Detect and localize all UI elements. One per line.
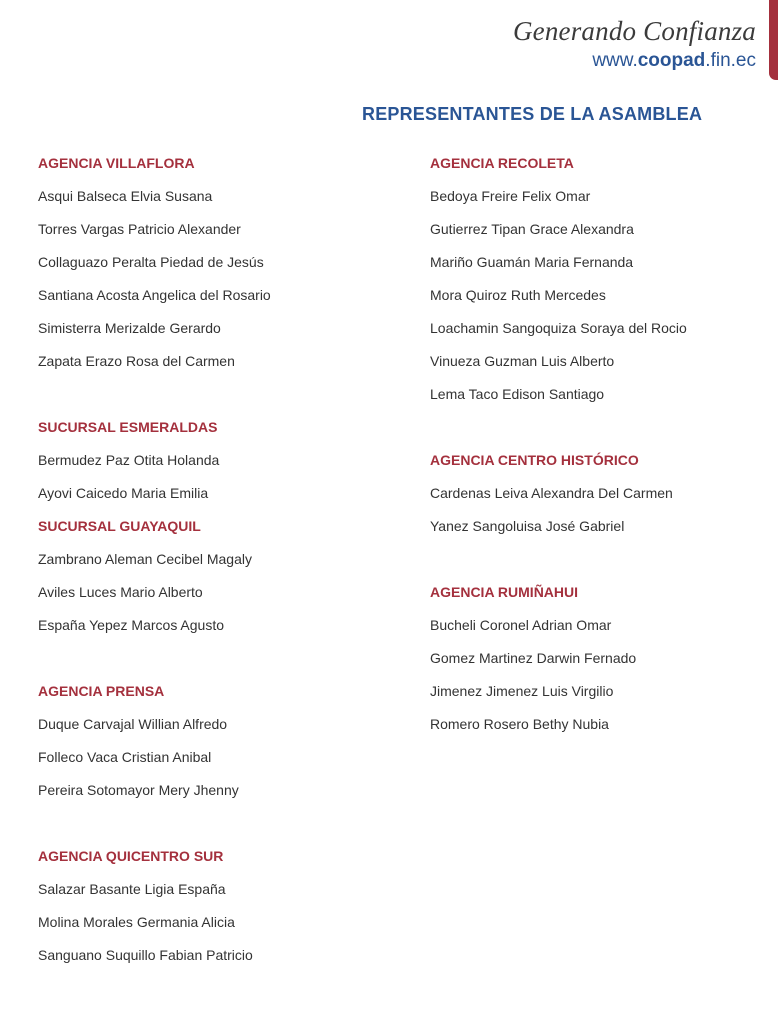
website-url[interactable] [592,50,756,72]
member-name: Asqui Balseca Elvia Susana [38,188,213,204]
tagline: Generando Confianza [512,16,756,46]
member-name: Zambrano Aleman Cecibel Magaly [38,551,252,567]
section-heading: SUCURSAL GUAYAQUIL [38,518,201,534]
corner-accent [769,0,778,80]
member-name: Simisterra Merizalde Gerardo [38,320,221,336]
section-prensa [38,682,271,814]
section-esmeraldas [38,418,271,517]
member-name: Bucheli Coronel Adrian Omar [430,617,612,633]
member-name: Folleco Vaca Cristian Anibal [38,749,212,765]
section-heading: AGENCIA CENTRO HISTÓRICO [430,452,639,468]
section-guayaquil [38,517,271,649]
spacer [38,385,271,418]
member-name: Salazar Basante Ligia España [38,881,226,897]
right-column [430,154,687,748]
member-name: Pereira Sotomayor Mery Jhenny [38,782,239,798]
member-name: Gutierrez Tipan Grace Alexandra [430,221,634,237]
member-name: Aviles Luces Mario Alberto [38,584,203,600]
section-quicentro-sur [38,847,271,979]
member-name: Yanez Sangoluisa José Gabriel [430,518,625,534]
member-name: Gomez Martinez Darwin Fernado [430,650,637,666]
url-brand: coopad [637,50,706,71]
section-heading: AGENCIA RUMIÑAHUI [430,584,579,600]
member-name: Mora Quiroz Ruth Mercedes [430,287,606,303]
section-heading: AGENCIA VILLAFLORA [38,155,195,171]
member-name: Torres Vargas Patricio Alexander [38,221,241,237]
member-name: Ayovi Caicedo Maria Emilia [38,485,209,501]
section-heading: SUCURSAL ESMERALDAS [38,419,218,435]
member-name: Mariño Guamán Maria Fernanda [430,254,634,270]
section-heading: AGENCIA PRENSA [38,683,165,699]
member-name: Molina Morales Germania Alicia [38,914,235,930]
section-recoleta [430,154,687,418]
member-name: Santiana Acosta Angelica del Rosario [38,287,271,303]
section-villaflora [38,154,271,385]
section-centro-historico [430,451,687,550]
url-suffix: .fin.ec [705,50,756,71]
url-prefix: www. [592,50,638,71]
spacer [38,649,271,682]
spacer [430,418,687,451]
section-heading: AGENCIA RECOLETA [430,155,574,171]
member-name: Loachamin Sangoquiza Soraya del Rocio [430,320,687,336]
member-name: Zapata Erazo Rosa del Carmen [38,353,235,369]
member-name: Collaguazo Peralta Piedad de Jesús [38,254,264,270]
member-name: Bermudez Paz Otita Holanda [38,452,220,468]
left-column [38,154,271,979]
section-rumiñahui [430,583,687,748]
spacer [38,814,271,847]
member-name: España Yepez Marcos Agusto [38,617,225,633]
member-name: Romero Rosero Bethy Nubia [430,716,609,732]
section-heading: AGENCIA QUICENTRO SUR [38,848,224,864]
member-name: Cardenas Leiva Alexandra Del Carmen [430,485,673,501]
member-name: Lema Taco Edison Santiago [430,386,605,402]
member-name: Bedoya Freire Felix Omar [430,188,591,204]
member-name: Duque Carvajal Willian Alfredo [38,716,228,732]
spacer [430,550,687,583]
member-name: Sanguano Suquillo Fabian Patricio [38,947,253,963]
member-name: Jimenez Jimenez Luis Virgilio [430,683,614,699]
page-title: REPRESENTANTES DE LA ASAMBLEA [362,104,703,124]
member-name: Vinueza Guzman Luis Alberto [430,353,615,369]
